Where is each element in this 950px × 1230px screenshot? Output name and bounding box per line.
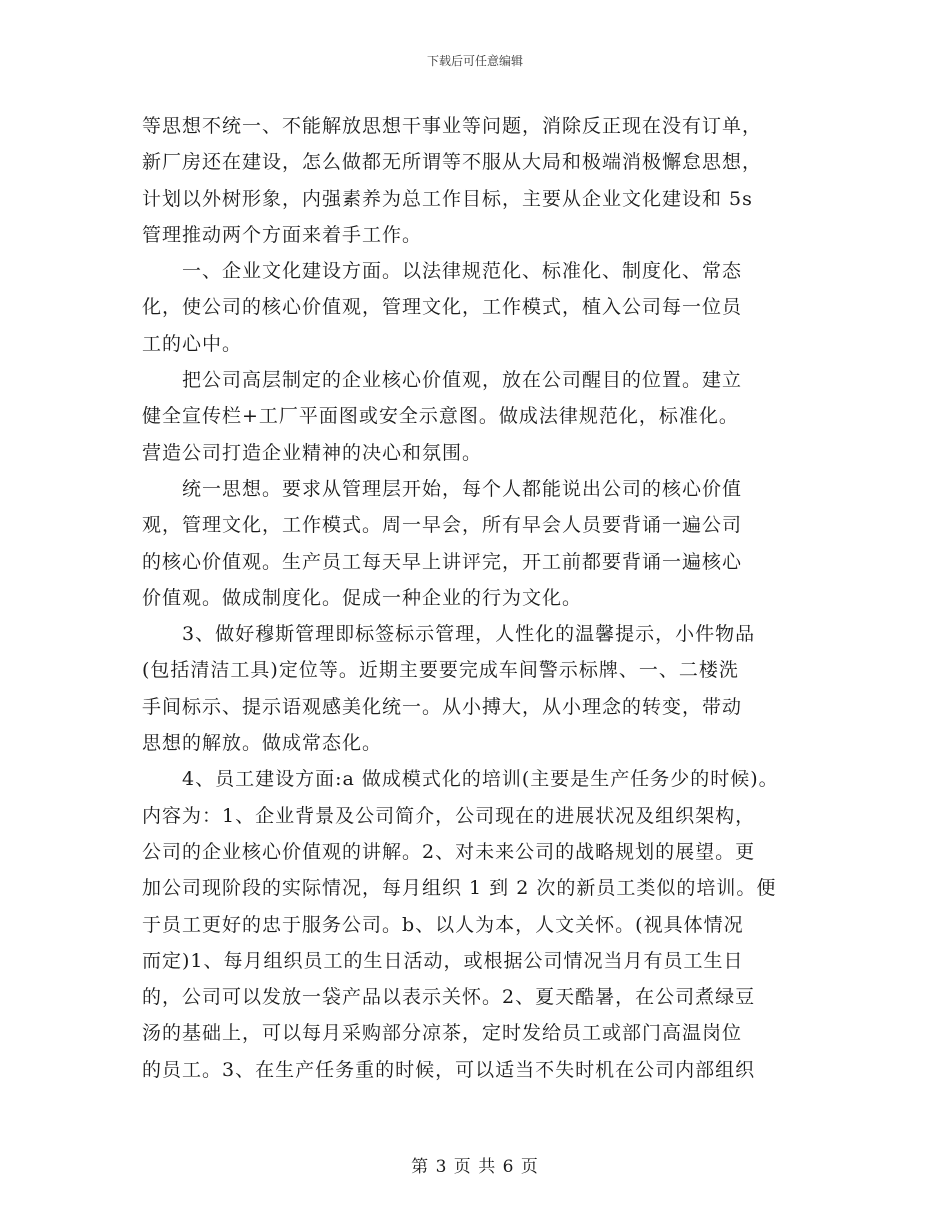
text-line: 而定)1、每月组织员工的生日活动，或根据公司情况当月有员工生日 [142,949,744,972]
text-line: 于员工更好的忠于服务公司。b、以人为本，人文关怀。(视具体情况 [142,913,744,936]
text-line: 的核心价值观。生产员工每天早上讲评完，开工前都要背诵一遍核心 [142,550,743,573]
text-line: 等思想不统一、不能解放思想干事业等问题，消除反正现在没有订单， [142,115,763,137]
text-line: 营造公司打造企业精神的决心和氛围。 [142,441,483,464]
text-line: 一、企业文化建设方面。以法律规范化、标准化、制度化、常态 [142,260,743,283]
text-line: 计划以外树形象，内强素养为总工作目标，主要从企业文化建设和 5s [142,187,753,210]
page-footer: 第 3 页 共 6 页 [411,1157,539,1177]
text-line: 价值观。做成制度化。促成一种企业的行为文化。 [142,586,583,609]
text-line: 管理推动两个方面来着手工作。 [142,223,423,246]
text-line: 3、做好穆斯管理即标签标示管理，人性化的温馨提示，小件物品 [142,623,756,646]
text-line: 观，管理文化，工作模式。周一早会，所有早会人员要背诵一遍公司 [142,514,743,537]
text-line: 统一思想。要求从管理层开始，每个人都能说出公司的核心价值 [142,477,743,500]
text-line: 汤的基础上，可以每月采购部分凉茶，定时发给员工或部门高温岗位 [142,1022,743,1045]
text-line: (包括清洁工具)定位等。近期主要要完成车间警示标牌、一、二楼洗 [142,659,739,682]
text-line: 内容为：1、企业背景及公司简介，公司现在的进展状况及组织架构， [142,804,756,827]
text-line: 把公司高层制定的企业核心价值观，放在公司醒目的位置。建立 [142,369,743,392]
text-line: 的，公司可以发放一袋产品以表示关怀。2、夏天酷暑，在公司煮绿豆 [142,986,756,1009]
text-line: 4、员工建设方面:a 做成模式化的培训(主要是生产任务少的时候)。 [142,768,779,791]
text-line: 公司的企业核心价值观的讲解。2、对未来公司的战略规划的展望。更 [142,840,756,863]
text-line: 化，使公司的核心价值观，管理文化，工作模式，植入公司每一位员 [142,296,743,319]
page-header: 下载后可任意编辑 [426,54,523,68]
text-line: 新厂房还在建设，怎么做都无所谓等不服从大局和极端消极懈怠思想， [142,151,763,174]
text-line: 加公司现阶段的实际情况，每月组织 1 到 2 次的新员工类似的培训。便 [142,877,777,900]
text-line: 的员工。3、在生产任务重的时候，可以适当不失时机在公司内部组织 [142,1058,756,1081]
text-line: 工的心中。 [142,332,243,355]
text-line: 手间标示、提示语观感美化统一。从小搏大，从小理念的转变，带动 [142,695,743,718]
text-line: 思想的解放。做成常态化。 [142,732,383,755]
body-text [142,108,832,1088]
text-line: 健全宣传栏+工厂平面图或安全示意图。做成法律规范化，标准化。 [142,405,739,428]
